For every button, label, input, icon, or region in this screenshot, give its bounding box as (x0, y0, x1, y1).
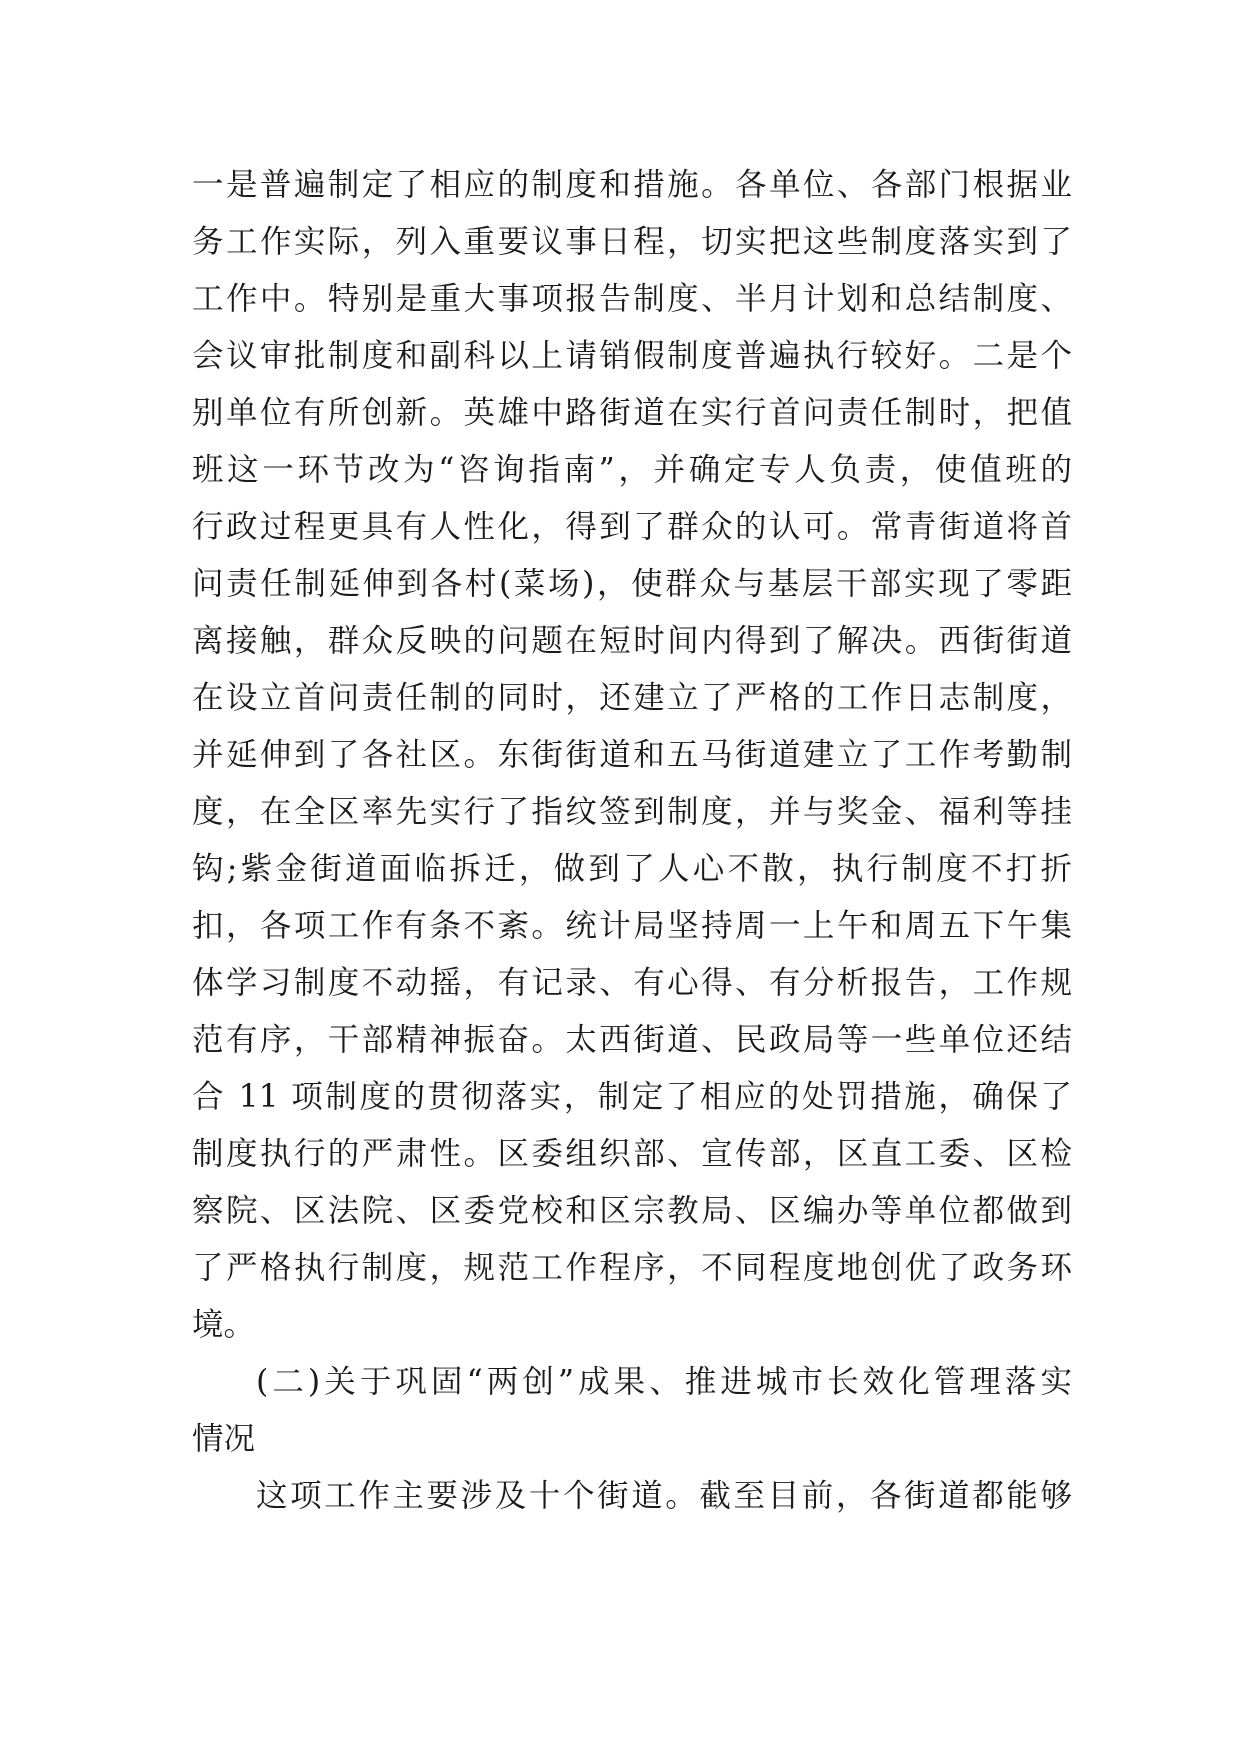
text-line: 境。 (192, 1307, 256, 1343)
text-line: 钩;紫金街道面临拆迁，做到了人心不散，执行制度不打折 (192, 851, 1072, 887)
text-line: 务工作实际，列入重要议事日程，切实把这些制度落实到了 (192, 224, 1072, 260)
text-line: 并延伸到了各社区。东街街道和五马街道建立了工作考勤制 (192, 737, 1072, 773)
text-line: 了严格执行制度，规范工作程序，不同程度地创优了政务环 (192, 1250, 1072, 1286)
text-line: 行政过程更具有人性化，得到了群众的认可。常青街道将首 (192, 509, 1072, 545)
text-line: 一是普遍制定了相应的制度和措施。各单位、各部门根据业 (192, 167, 1072, 203)
text-line: 扣，各项工作有条不紊。统计局坚持周一上午和周五下午集 (192, 908, 1072, 944)
document-body (192, 157, 1072, 1525)
text-line: 度，在全区率先实行了指纹签到制度，并与奖金、福利等挂 (192, 794, 1072, 830)
text-line: 制度执行的严肃性。区委组织部、宣传部，区直工委、区检 (192, 1136, 1072, 1172)
section-heading-continued: 情况 (192, 1421, 256, 1457)
text-line: 这项工作主要涉及十个街道。截至目前，各街道都能够 (256, 1478, 1072, 1514)
text-line: 合 11 项制度的贯彻落实，制定了相应的处罚措施，确保了 (192, 1079, 1072, 1115)
section-heading: (二)关于巩固“两创”成果、推进城市长效化管理落实 (256, 1364, 1072, 1400)
text-line: 察院、区法院、区委党校和区宗教局、区编办等单位都做到 (192, 1193, 1072, 1229)
text-line: 离接触，群众反映的问题在短时间内得到了解决。西街街道 (192, 623, 1072, 659)
text-line: 班这一环节改为“咨询指南”，并确定专人负责，使值班的 (192, 452, 1072, 488)
text-line: 体学习制度不动摇，有记录、有心得、有分析报告，工作规 (192, 965, 1072, 1001)
text-line: 工作中。特别是重大事项报告制度、半月计划和总结制度、 (192, 281, 1072, 317)
text-line: 范有序，干部精神振奋。太西街道、民政局等一些单位还结 (192, 1022, 1072, 1058)
text-line: 别单位有所创新。英雄中路街道在实行首问责任制时，把值 (192, 395, 1072, 431)
text-line: 问责任制延伸到各村(菜场)，使群众与基层干部实现了零距 (192, 566, 1072, 602)
text-line: 在设立首问责任制的同时，还建立了严格的工作日志制度， (192, 680, 1072, 716)
text-line: 会议审批制度和副科以上请销假制度普遍执行较好。二是个 (192, 338, 1072, 374)
